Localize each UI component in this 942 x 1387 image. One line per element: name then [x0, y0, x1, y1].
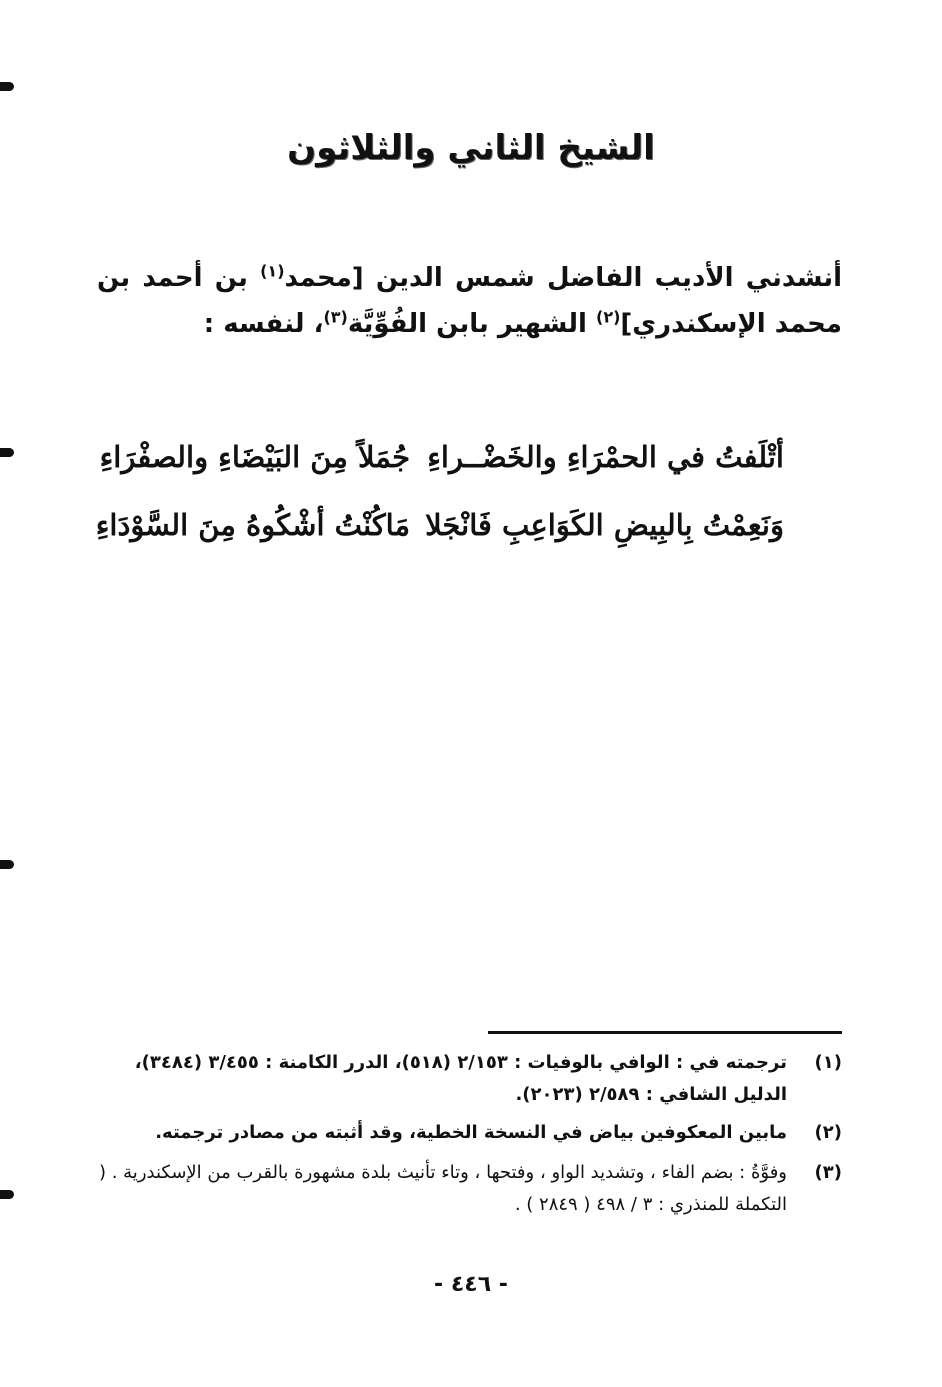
verse-second-hemistich: جُمَلاً مِنَ البَيْضَاءِ والصفْرَاءِ — [99, 440, 410, 474]
footnote-ref: (١) — [260, 261, 285, 281]
footnote-text: وفوَّةُ : بضم الفاء ، وتشديد الواو ، وفتحها ، وتاء تأنيث بلدة مشهورة بالقرب من الإسكندرية . ( التكملة للمنذري : ٣ / ٤٩٨ ( ٢٨٤٩ ) . — [98, 1162, 787, 1215]
page-number: - ٤٤٦ - — [434, 1272, 508, 1297]
footnote-ref: (٢) — [596, 307, 621, 327]
footnote-text: ترجمته في : الوافي بالوفيات : ٢/١٥٣ (٥١٨)، الدرر الكامنة : ٣/٤٥٥ (٣٤٨٤)، الدليل الشافي : ٢/٥٨٩ (٢٠٢٣). — [134, 1052, 787, 1105]
verse-second-hemistich: مَاكُنْتُ أشْكُوهُ مِنَ السَّوْدَاءِ — [95, 508, 410, 542]
page-title: الشيخ الثاني والثلاثون — [287, 128, 655, 168]
footnote — [97, 1047, 842, 1111]
scan-edge-mark — [0, 860, 14, 869]
footnote-number: (٣) — [814, 1162, 842, 1183]
intro-text: أنشدني الأديب الفاضل شمس الدين [محمد — [284, 263, 843, 293]
intro-text: بن أحمد بن محمد الإسكندري] — [97, 263, 842, 339]
footnote-text: مابين المعكوفين بياض في النسخة الخطية، وقد أثبته من مصادر ترجمته. — [155, 1122, 787, 1143]
footnote-divider — [488, 1031, 842, 1034]
verse-first-hemistich: وَنَعِمْتُ بِالبِيضِ الكَوَاعِبِ فَانْجَلا — [425, 508, 784, 542]
scan-edge-mark — [0, 1190, 14, 1199]
scan-edge-mark — [0, 82, 14, 91]
footnote — [97, 1157, 842, 1221]
verse-first-hemistich: أتْلَفتُ في الحمْرَاءِ والخَضْــراءِ — [427, 440, 784, 474]
footnote-ref: (٣) — [323, 307, 348, 327]
scan-edge-mark — [0, 448, 14, 457]
footnote-number: (١) — [814, 1052, 842, 1073]
intro-paragraph — [97, 255, 842, 347]
footnote — [97, 1117, 842, 1149]
intro-text: ، لنفسه : — [203, 309, 324, 339]
intro-text: الشهير بابن الفُوِّيَّة — [347, 309, 596, 339]
footnote-number: (٢) — [814, 1122, 842, 1143]
